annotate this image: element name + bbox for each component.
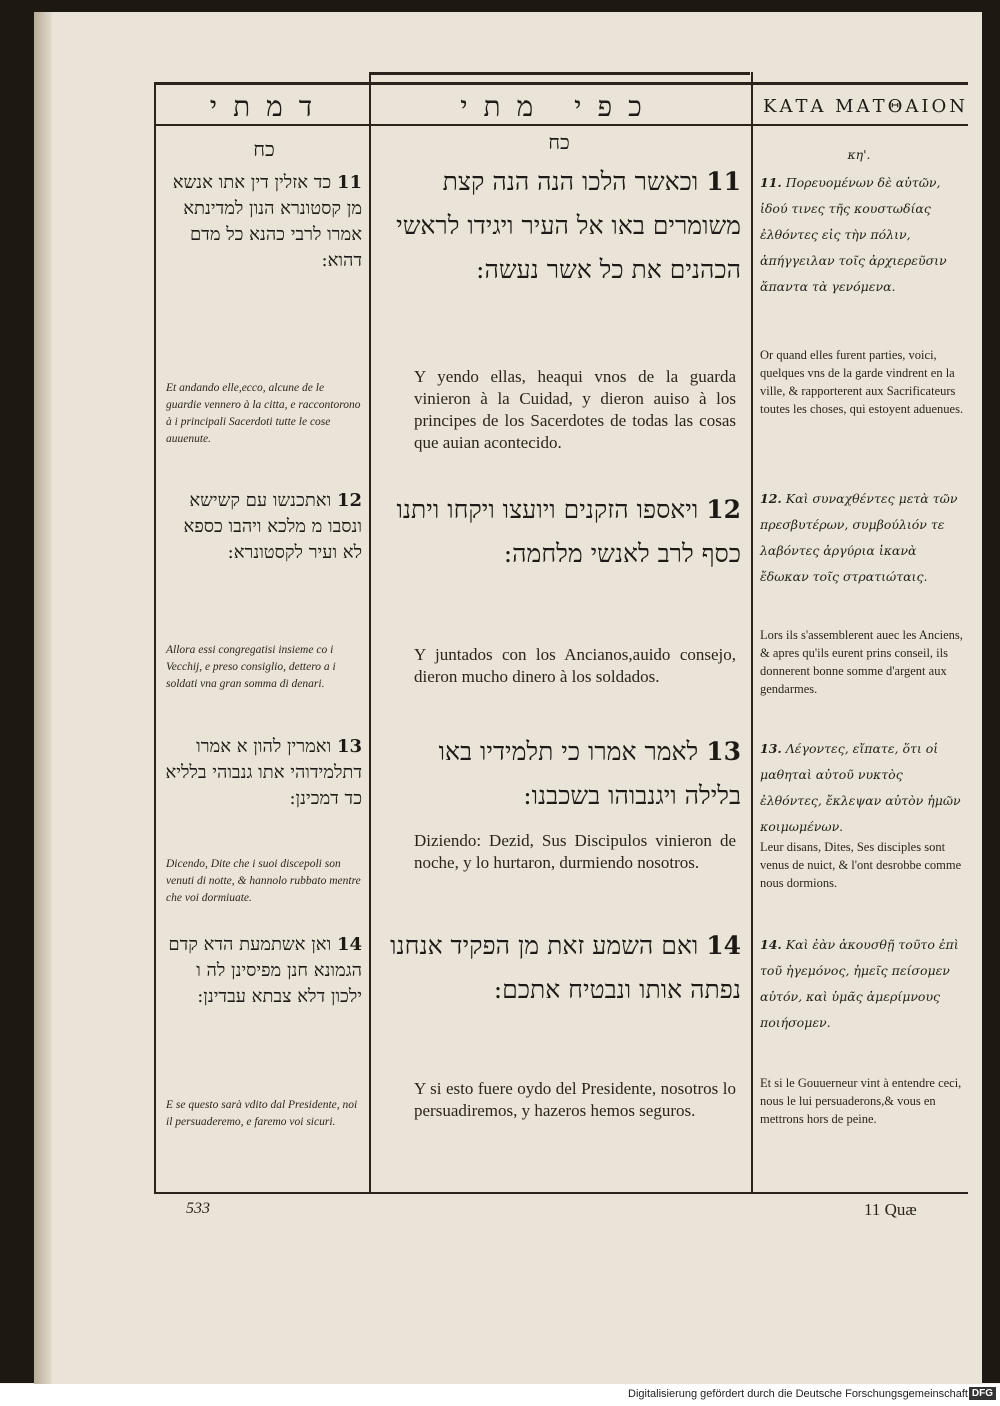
french-verse-12: Lors ils s'assemblerent auec les Anciens, & apres qu'ils eurent prins conseil, ils donnerent bonne somme d'argent aux gendarmes.	[760, 628, 963, 696]
chapter-number-center: כח	[548, 130, 570, 154]
verse-number: 11.	[760, 175, 782, 190]
verse-number: 13	[336, 736, 362, 757]
header-center-hebrew: כפי מתי	[460, 90, 658, 123]
hebrew-verse-13	[379, 730, 741, 818]
verse-text: ואם השמע זאת מן הפקיד אנחנו נפתה אותו ונבטיח אתכם:	[390, 931, 741, 1004]
catchword: 11 Quæ	[864, 1200, 917, 1219]
italian-verse-11: Et andando elle,ecco, alcune de le guardie vennero à la citta, e raccontorono à i principali Sacerdoti tutte le cose auuenute.	[166, 382, 361, 445]
verse-text: וכאשר הלכו הנה הנה קצת משומרים באו אל העיר ויגידו לראשי הכהנים את כל אשר נעשה:	[396, 167, 741, 284]
french-verse-11: Or quand elles furent parties, voici, quelques vns de la garde vindrent en la ville, & rapporterent aux Sacrificateurs toutes les choses, qui estoyent aduenues.	[760, 348, 964, 416]
verse-text: ואמרין להון א אמרו דתלמידוהי אתו גנבוהי בלליא כד דמכינן:	[165, 736, 362, 809]
verse-text: Πορευομένων δὲ αὐτῶν, ἰδού τινες τῆς κουστωδίας ἐλθόντες εἰς τὴν πόλιν, ἀπήγγειλαν τοῖς ἀρχιερεῦσιν ἅπαντα τὰ γενόμενα.	[760, 175, 947, 294]
header-rule	[154, 124, 968, 126]
verse-number: 13	[706, 737, 741, 766]
hebrew-verse-11	[379, 160, 741, 292]
italian-verse-13: Dicendo, Dite che i suoi discepoli son venuti di notte, & hannolo rubbato mentre che voi dormiuate.	[166, 858, 361, 904]
greek-verse-12	[760, 486, 965, 590]
verse-text: Καὶ συναχθέντες μετὰ τῶν πρεσβυτέρων, συμβούλιόν τε λαβόντες ἀργύρια ἱκανὰ ἔδωκαν τοῖς στρατιώταις.	[760, 491, 958, 584]
verse-number: 13.	[760, 741, 782, 756]
hebrew-verse-12	[379, 488, 741, 576]
italian-verse-12: Allora essi congregatisi insieme co i Vecchij, e preso consiglio, dettero a i soldati vna gran somma di denari.	[166, 644, 336, 690]
verse-number: 12	[336, 490, 362, 511]
verse-text: לאמר אמרו כי תלמידיו באו בלילה ויגנבוהו בשכבנו:	[438, 737, 741, 810]
digitization-banner: Digitalisierung gefördert durch die Deutsche Forschungsgemeinschaft	[628, 1388, 968, 1400]
verse-text: ואתכנשו עם קשישא ונסבו מ מלכא ויהבו כספא לא ועיר לקסטונרא:	[183, 490, 362, 563]
verse-number: 11	[706, 167, 741, 196]
french-verse-14: Et si le Gouuerneur vint à entendre ceci, nous le lui persuaderons,& vous en mettrons hors de peine.	[760, 1076, 962, 1126]
book-page	[34, 12, 982, 1384]
verse-number: 14.	[760, 937, 782, 952]
verse-number: 11	[336, 172, 362, 193]
divider-right	[751, 72, 753, 1194]
verse-text: Καὶ ἐὰν ἀκουσθῇ τοῦτο ἐπὶ τοῦ ἡγεμόνος, ἡμεῖς πείσομεν αὐτόν, καὶ ὑμᾶς ἀμερίμνους ποιήσομεν.	[760, 937, 959, 1030]
aramaic-verse-12	[162, 488, 362, 566]
aramaic-verse-11	[162, 170, 362, 274]
bottom-rule	[154, 1192, 968, 1194]
page-signature: 533	[186, 1200, 210, 1217]
verse-number: 14	[706, 931, 741, 960]
verse-text: כד אזלין דין אתו אנשא מן קסטונרא הנון למדינתא אמרו לרבי כהנא כל מדם דהוא:	[172, 172, 362, 271]
hebrew-verse-14	[379, 924, 741, 1012]
french-verse-13: Leur disans, Dites, Ses disciples sont venus de nuict, & l'ont desrobbe comme nous dormions.	[760, 840, 962, 890]
verse-number: 12.	[760, 491, 782, 506]
greek-verse-13	[760, 736, 965, 840]
center-top-rule	[370, 72, 750, 75]
aramaic-verse-14	[162, 932, 362, 1010]
digitization-footer	[0, 1384, 1000, 1406]
chapter-number-left: כח	[253, 137, 275, 161]
divider-left	[369, 72, 371, 1194]
spanish-verse-12: Y juntados con los Ancianos,auido consejo, dieron mucho dinero à los soldados.	[414, 645, 736, 686]
verse-text: ואן אשתמעת הדא קדם הגמונא חנן מפיסינן לה ו ילכון דלא צבתא עבדינן:	[168, 934, 362, 1007]
greek-verse-11	[760, 170, 965, 300]
dfg-logo: DFG	[969, 1387, 996, 1400]
page-edge-shadow	[34, 12, 52, 1384]
spanish-verse-13: Diziendo: Dezid, Sus Discipulos vinieron de noche, y lo hurtaron, durmiendo nosotros.	[414, 831, 736, 872]
header-right-greek: ΚΑΤΑ ΜΑΤΘΑΙΟΝ	[763, 96, 968, 117]
aramaic-verse-13	[162, 734, 362, 812]
verse-text: ויאספו הזקנים ויועצו ויקחו ויתנו כסף לרב לאנשי מלחמה:	[396, 495, 741, 568]
verse-number: 14	[336, 934, 362, 955]
spanish-verse-11: Y yendo ellas, heaqui vnos de la guarda vinieron à la Cuidad, y dieron auiso à los principes de los Sacerdotes de todas las cosas que auian acontecido.	[414, 367, 736, 452]
header-left-hebrew: דמתי	[209, 90, 329, 123]
italian-verse-14: E se questo sarà vdito dal Presidente, noi il persuaderemo, e faremo voi sicuri.	[166, 1099, 358, 1128]
left-border	[154, 82, 156, 1194]
top-rule	[154, 82, 968, 85]
greek-verse-14	[760, 932, 965, 1036]
spanish-verse-14: Y si esto fuere oydo del Presidente, nosotros lo persuadiremos, y hazeros hemos seguros.	[414, 1079, 736, 1120]
chapter-number-right: κη'.	[847, 147, 871, 162]
verse-text: Λέγοντες, εἴπατε, ὅτι οἱ μαθηταὶ αὐτοῦ νυκτὸς ἐλθόντες, ἔκλεψαν αὐτὸν ἡμῶν κοιμωμένων.	[760, 741, 961, 834]
verse-number: 12	[706, 495, 741, 524]
